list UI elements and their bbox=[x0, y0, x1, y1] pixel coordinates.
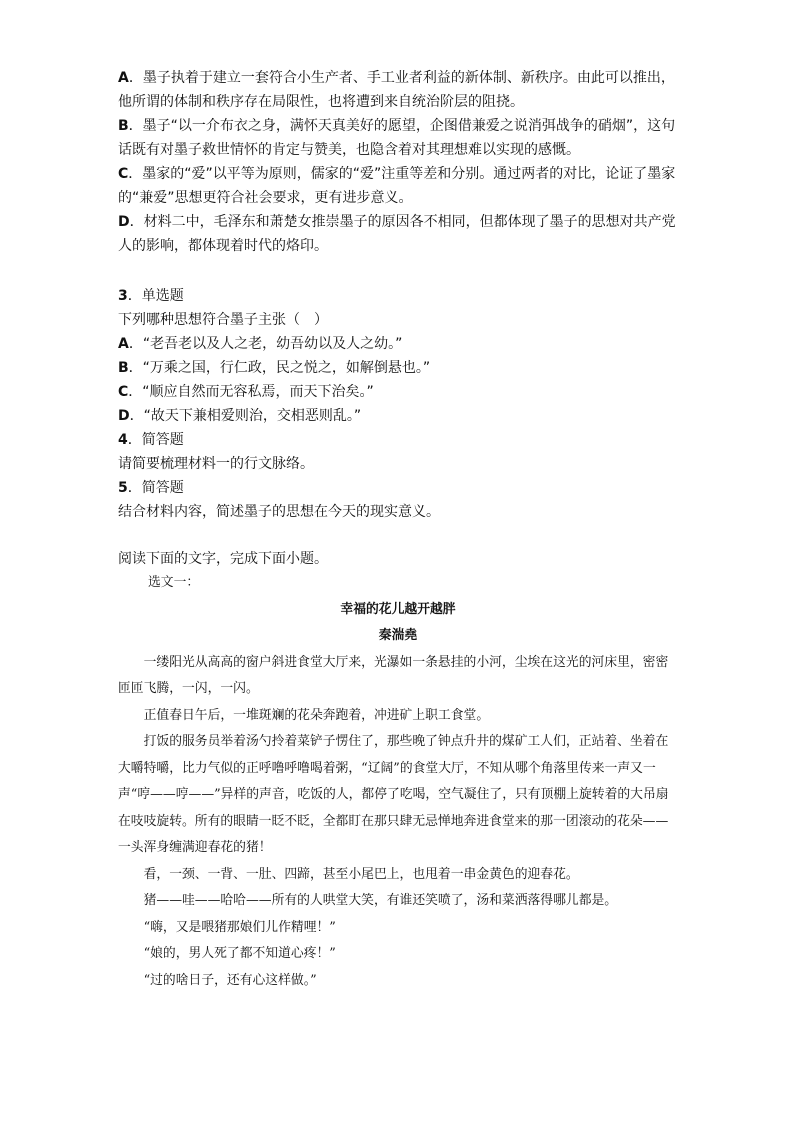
story-paragraph: “过的啥日子，还有心这样做。” bbox=[143, 972, 317, 988]
instruction-text: 阅读下面的文字，完成下面小题。 bbox=[118, 551, 328, 567]
option-d bbox=[118, 404, 678, 428]
option-c bbox=[118, 162, 678, 210]
question-heading bbox=[118, 428, 678, 452]
option-letter: D bbox=[118, 214, 130, 230]
option-text: ．“老吾老以及人之老，幼吾幼以及人之幼。” bbox=[128, 336, 403, 352]
question-number: 4 bbox=[118, 432, 128, 448]
option-text: ．“故天下兼相爱则治，交相恶则乱。” bbox=[129, 408, 362, 424]
question-type: ．单选题 bbox=[127, 288, 184, 304]
option-letter: A bbox=[118, 70, 129, 86]
option-text: ．材料二中，毛泽东和萧楚女推崇墨子的原因各不相同，但都体现了墨子的思想对共产党人的影响，都体现着时代的烙印。 bbox=[118, 214, 676, 254]
story-paragraph: 猪——哇——哈哈——所有的人哄堂大笑，有谁还笑喷了，汤和菜洒落得哪儿都是。 bbox=[143, 893, 618, 908]
option-a bbox=[118, 332, 678, 356]
question-stem: 下列哪种思想符合墨子主张（ ） bbox=[118, 312, 328, 328]
option-text: ．墨子“以一介布衣之身，满怀天真美好的愿望，企图借兼爱之说消弭战争的硝烟”，这句话既有对墨子救世情怀的肯定与赞美，也隐含着对其理想难以实现的感慨。 bbox=[118, 118, 676, 158]
option-letter: C bbox=[118, 384, 129, 400]
question-heading bbox=[118, 476, 678, 500]
question-heading bbox=[118, 284, 678, 308]
reading-instruction bbox=[118, 547, 678, 571]
story-author: 秦湍堯 bbox=[378, 628, 418, 643]
question-type: ．简答题 bbox=[127, 480, 184, 496]
option-d bbox=[118, 210, 678, 258]
option-text: ．“顺应自然而无容私焉，而天下治矣。” bbox=[128, 384, 374, 400]
story-paragraph: 一缕阳光从高高的窗户斜进食堂大厅来，光瀑如一条悬挂的小河，尘埃在这光的河床里，密密匝匝飞腾，一闪，一闪。 bbox=[118, 654, 669, 696]
option-b bbox=[118, 114, 678, 162]
question-type: ．简答题 bbox=[127, 432, 184, 448]
option-letter: A bbox=[118, 336, 129, 352]
option-a bbox=[118, 66, 678, 114]
option-text: ．墨家的“爱”以平等为原则，儒家的“爱”注重等差和分别。通过两者的对比，论证了墨家的“兼爱”思想更符合社会要求，更有进步意义。 bbox=[118, 166, 676, 206]
story-paragraph: 看，一颈、一背、一肚、四蹄，甚至小尾巴上，也甩着一串金黄色的迎春花。 bbox=[143, 866, 579, 882]
passage-label: 选文一： bbox=[148, 575, 200, 590]
story-paragraph: “娘的，男人死了都不知道心疼！” bbox=[143, 946, 336, 961]
story-paragraph: 打饭的服务员举着汤勺拎着菜铲子愣住了，那些晚了钟点升井的煤矿工人们，正站着、坐着在大嚼特嚼，比力气似的正呼噜呼噜喝着粥，“辽阔”的食堂大厅，不知从哪个角落里传来一声又一声“哼——哼——”异样的声音，吃饭的人，都停了吃喝，空气凝住了，只有顶棚上旋转着的大吊扇在吱吱旋转。所有的眼睛一眨不眨，全都盯在那只肆无忌惮地奔进食堂来的那一团滚动的花朵——一头浑身缠满迎春花的猪！ bbox=[118, 734, 669, 855]
options-block bbox=[118, 66, 678, 258]
option-letter: B bbox=[118, 118, 129, 134]
question-stem: 请简要梳理材料一的行文脉络。 bbox=[118, 456, 314, 472]
option-letter: C bbox=[118, 166, 129, 182]
story-paragraph: 正值春日午后，一堆斑斓的花朵奔跑着，冲进矿上职工食堂。 bbox=[143, 707, 490, 723]
question-3 bbox=[118, 284, 678, 524]
story-title: 幸福的花儿越开越胖 bbox=[340, 601, 456, 617]
question-number: 3 bbox=[118, 288, 128, 304]
question-number: 5 bbox=[118, 480, 128, 496]
option-c bbox=[118, 380, 678, 404]
story-paragraph: “嗨，又是喂猪那娘们儿作精哩！” bbox=[143, 919, 336, 935]
option-letter: D bbox=[118, 408, 130, 424]
option-letter: B bbox=[118, 360, 129, 376]
option-text: ．“万乘之国，行仁政，民之悦之，如解倒悬也。” bbox=[128, 360, 431, 376]
story-passage bbox=[118, 570, 678, 994]
option-text: ．墨子执着于建立一套符合小生产者、手工业者利益的新体制、新秩序。由此可以推出，他所谓的体制和秩序存在局限性，也将遭到来自统治阶层的阻挠。 bbox=[118, 70, 675, 110]
option-b bbox=[118, 356, 678, 380]
question-stem: 结合材料内容，简述墨子的思想在今天的现实意义。 bbox=[118, 504, 440, 520]
